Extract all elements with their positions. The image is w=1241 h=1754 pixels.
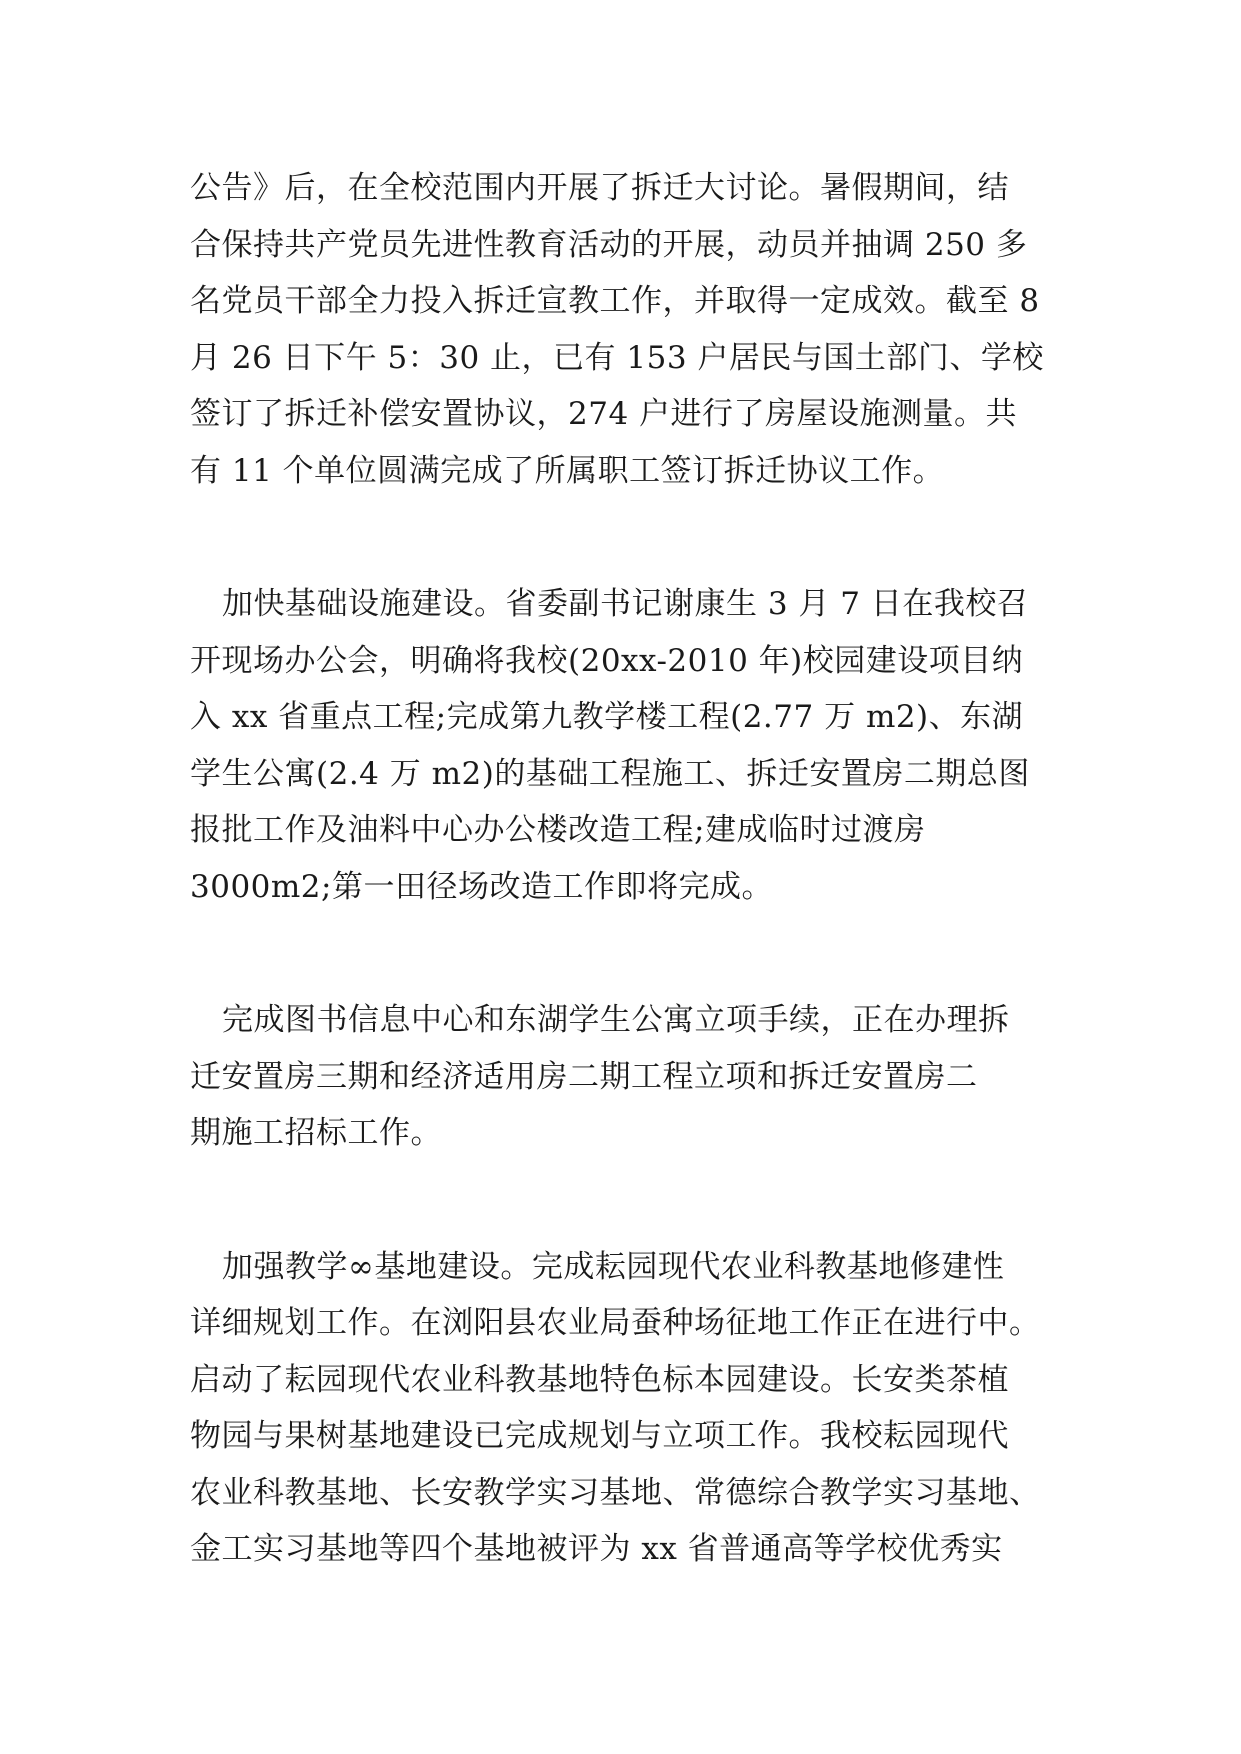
paragraph-demolition-campaign [190, 160, 1050, 499]
text-line: 合保持共产党员先进性教育活动的开展，动员并抽调 250 多 [190, 226, 1028, 263]
text-line: 启动了耘园现代农业科教基地特色标本园建设。长安类茶植 [190, 1361, 1009, 1398]
text-line: 报批工作及油料中心办公楼改造工程;建成临时过渡房 [190, 812, 926, 848]
text-line: 名党员干部全力投入拆迁宣教工作，并取得一定成效。截至 8 [190, 283, 1040, 319]
text-line: 完成图书信息中心和东湖学生公寓立项手续，正在办理拆 [222, 1002, 1010, 1038]
text-line: 加强教学∞基地建设。完成耘园现代农业科教基地修建性 [222, 1248, 1005, 1285]
text-line: 3000m2;第一田径场改造工作即将完成。 [190, 868, 773, 905]
text-line: 签订了拆迁补偿安置协议，274 户进行了房屋设施测量。共 [190, 396, 1018, 432]
text-line: 详细规划工作。在浏阳县农业局蚕种场征地工作正在进行中。 [190, 1305, 1041, 1341]
text-line: 加快基础设施建设。省委副书记谢康生 3 月 7 日在我校召 [222, 586, 1029, 622]
text-line: 有 11 个单位圆满完成了所属职工签订拆迁协议工作。 [190, 452, 945, 489]
text-line: 入 xx 省重点工程;完成第九教学楼工程(2.77 万 m2)、东湖 [190, 699, 1024, 735]
paragraph-teaching-bases [190, 1239, 1050, 1578]
text-line: 农业科教基地、长安教学实习基地、常德综合教学实习基地、 [190, 1474, 1041, 1511]
text-line: 开现场办公会，明确将我校(20xx-2010 年)校园建设项目纳 [190, 642, 1024, 679]
text-line: 金工实习基地等四个基地被评为 xx 省普通高等学校优秀实 [190, 1531, 1003, 1567]
text-line: 迁安置房三期和经济适用房二期工程立项和拆迁安置房二 [190, 1058, 978, 1095]
text-line: 月 26 日下午 5：30 止，已有 153 户居民与国土部门、学校 [190, 339, 1044, 376]
text-line: 学生公寓(2.4 万 m2)的基础工程施工、拆迁安置房二期总图 [190, 755, 1030, 792]
text-line: 期施工招标工作。 [190, 1115, 442, 1151]
paragraph-infrastructure [190, 576, 1050, 915]
text-line: 物园与果树基地建设已完成规划与立项工作。我校耘园现代 [190, 1418, 1009, 1454]
paragraph-project-approval [190, 992, 1050, 1162]
document-body [190, 160, 1050, 1578]
text-line: 公告》后，在全校范围内开展了拆迁大讨论。暑假期间，结 [190, 170, 1009, 206]
